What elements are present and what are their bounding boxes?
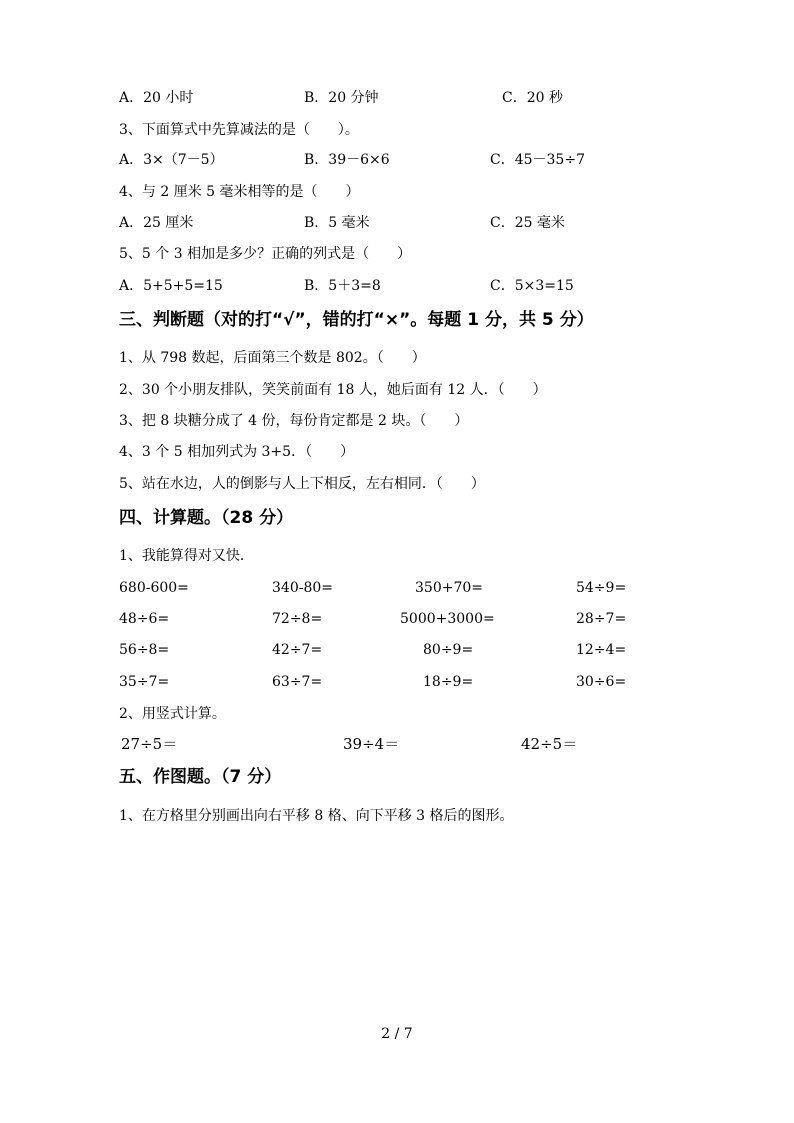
q3-option-b: B．39－6×6 bbox=[304, 152, 390, 168]
q5-stem: 5、5 个 3 相加是多少？正确的列式是（ ） bbox=[119, 246, 412, 262]
vertical-calc-1: 27÷5＝ bbox=[121, 735, 178, 753]
vertical-calc-3: 42÷5＝ bbox=[521, 735, 578, 753]
calc-r3-c1: 56÷8= bbox=[119, 642, 170, 658]
calc-r2-c2: 72÷8= bbox=[272, 611, 323, 627]
q5-option-b: B．5＋3=8 bbox=[304, 278, 381, 294]
q3-option-c: C．45－35÷7 bbox=[490, 152, 585, 168]
calc-r1-c2: 340-80= bbox=[272, 580, 333, 596]
q2-option-b: B．20 分钟 bbox=[304, 90, 379, 106]
judge-item-1: 1、从 798 数起，后面第三个数是 802。（ ） bbox=[119, 350, 426, 366]
section5-title: 五、作图题。（7 分） bbox=[119, 767, 282, 787]
section3-title: 三、判断题（对的打“√”，错的打“×”。每题 1 分，共 5 分） bbox=[119, 310, 594, 330]
q2-option-c: C．20 秒 bbox=[502, 90, 563, 106]
judge-item-4: 4、3 个 5 相加列式为 3+5．（ ） bbox=[119, 444, 355, 460]
q4-option-a: A．25 厘米 bbox=[119, 215, 194, 231]
calc-r3-c2: 42÷7= bbox=[272, 642, 323, 658]
q5-option-c: C．5×3=15 bbox=[490, 278, 574, 294]
calc-r2-c3: 5000+3000= bbox=[400, 611, 495, 627]
calc-r4-c1: 35÷7= bbox=[119, 674, 170, 690]
calc-r4-c3: 18÷9= bbox=[423, 674, 474, 690]
calc-subtitle-1: 1、我能算得对又快． bbox=[119, 548, 254, 564]
page-number: 2 / 7 bbox=[381, 1026, 413, 1042]
calc-r3-c3: 80÷9= bbox=[423, 642, 474, 658]
judge-item-2: 2、30 个小朋友排队，笑笑前面有 18 人，她后面有 12 人．（ ） bbox=[119, 382, 547, 398]
calc-r1-c4: 54÷9= bbox=[576, 580, 627, 596]
calc-r1-c1: 680-600= bbox=[119, 580, 189, 596]
q4-stem: 4、与 2 厘米 5 毫米相等的是（ ） bbox=[119, 184, 360, 200]
drawing-item-1: 1、在方格里分别画出向右平移 8 格、向下平移 3 格后的图形。 bbox=[119, 808, 514, 824]
vertical-calc-2: 39÷4＝ bbox=[343, 735, 400, 753]
calc-r3-c4: 12÷4= bbox=[576, 642, 627, 658]
judge-item-3: 3、把 8 块糖分成了 4 份，每份肯定都是 2 块。（ ） bbox=[119, 413, 469, 429]
q2-option-a: A．20 小时 bbox=[119, 90, 194, 106]
calc-subtitle-2: 2、用竖式计算。 bbox=[119, 706, 226, 722]
judge-item-5: 5、站在水边，人的倒影与人上下相反，左右相同．（ ） bbox=[119, 476, 485, 492]
calc-r2-c1: 48÷6= bbox=[119, 611, 170, 627]
q4-option-c: C．25 毫米 bbox=[490, 215, 565, 231]
q3-option-a: A．3×（7－5） bbox=[119, 152, 224, 168]
q3-stem: 3、下面算式中先算减法的是（ ）。 bbox=[119, 122, 359, 138]
q4-option-b: B．5 毫米 bbox=[304, 215, 370, 231]
q5-option-a: A．5+5+5=15 bbox=[119, 278, 223, 294]
calc-r2-c4: 28÷7= bbox=[576, 611, 627, 627]
calc-r4-c2: 63÷7= bbox=[272, 674, 323, 690]
section4-title: 四、计算题。（28 分） bbox=[119, 508, 294, 528]
calc-r1-c3: 350+70= bbox=[415, 580, 483, 596]
calc-r4-c4: 30÷6= bbox=[576, 674, 627, 690]
